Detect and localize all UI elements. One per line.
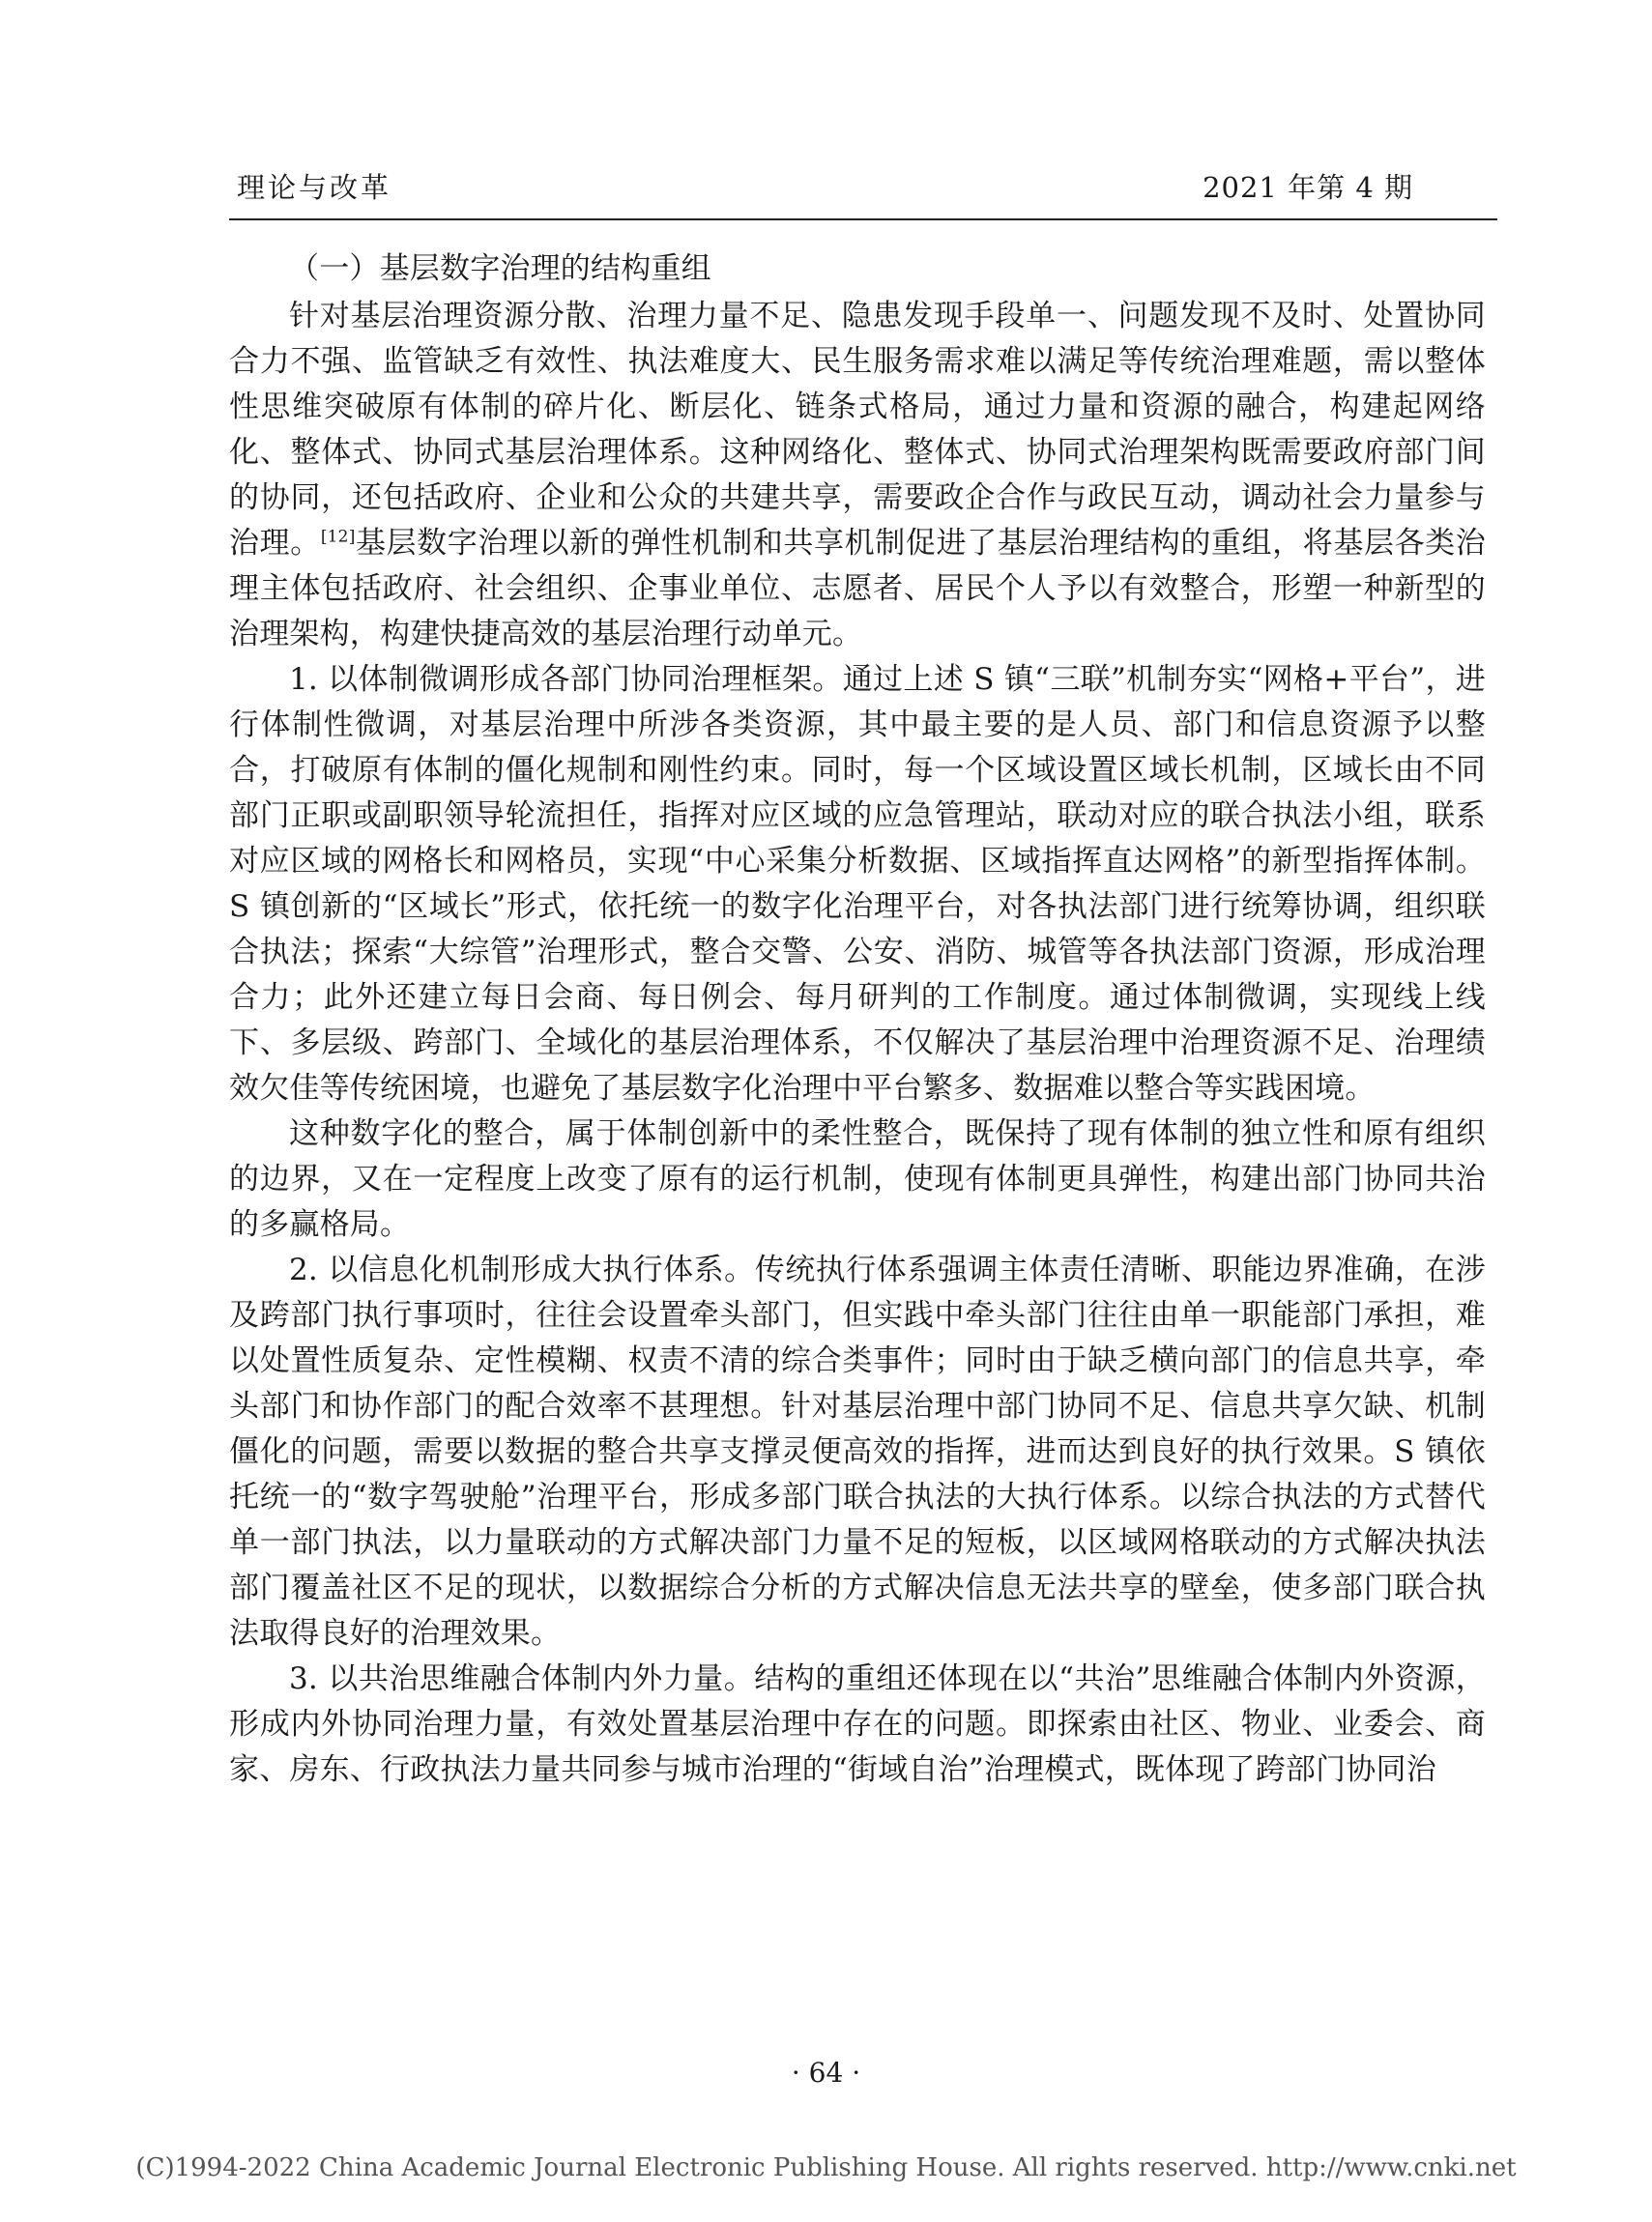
header-divider bbox=[229, 218, 1497, 220]
paragraph-4: 2. 以信息化机制形成大执行体系。传统执行体系强调主体责任清晰、职能边界准确，在涉及跨部门执行事项时，往往会设置牵头部门，但实践中牵头部门往往由单一职能部门承担，难以处置性质复杂、定性模糊、权责不清的综合类事件；同时由于缺乏横向部门的信息共享，牵头部门和协作部门的配合效率不甚理想。针对基层治理中部门协同不足、信息共享欠缺、机制僵化的问题，需要以数据的整合共享支撑灵便高效的指挥，进而达到良好的执行效果。S 镇依托统一的“数字驾驶舱”治理平台，形成多部门联合执法的大执行体系。以综合执法的方式替代单一部门执法，以力量联动的方式解决部门力量不足的短板，以区域网格联动的方式解决执法部门覆盖社区不足的现状，以数据综合分析的方式解决信息无法共享的壁垒，使多部门联合执法取得良好的治理效果。 bbox=[229, 1253, 1486, 1651]
paragraph-2: 1. 以体制微调形成各部门协同治理框架。通过上述 S 镇“三联”机制夯实“网格+平台”，进行体制性微调，对基层治理中所涉各类资源，其中最主要的是人员、部门和信息资源予以整合，打破原有体制的僵化规制和刚性约束。同时，每一个区域设置区域长机制，区域长由不同部门正职或副职领导轮流担任，指挥对应区域的应急管理站，联动对应的联合执法小组，联系对应区域的网格长和网格员，实现“中心采集分析数据、区域指挥直达网格”的新型指挥体制。S 镇创新的“区域长”形式，依托统一的数字化治理平台，对各执法部门进行统筹协调，组织联合执法；探索“大综管”治理形式，整合交警、公安、消防、城管等各执法部门资源，形成治理合力；此外还建立每日会商、每日例会、每月研判的工作制度。通过体制微调，实现线上线下、多层级、跨部门、全域化的基层治理体系，不仅解决了基层治理中治理资源不足、治理绩效欠佳等传统困境，也避免了基层数字化治理中平台繁多、数据难以整合等实践困境。 bbox=[229, 662, 1486, 1106]
paragraph-3: 这种数字化的整合，属于体制创新中的柔性整合，既保持了现有体制的独立性和原有组织的边界，又在一定程度上改变了原有的运行机制，使现有体制更具弹性，构建出部门协同共治的多赢格局。 bbox=[229, 1116, 1486, 1242]
paragraph-5: 3. 以共治思维融合体制内外力量。结构的重组还体现在以“共治”思维融合体制内外资源，形成内外协同治理力量，有效处置基层治理中存在的问题。即探索由社区、物业、业委会、商家、房东、行政执法力量共同参与城市治理的“街域自治”治理模式，既体现了跨部门协同治 bbox=[229, 1661, 1486, 1787]
copyright-footer: (C)1994-2022 China Academic Journal Electronic Publishing House. All rights reserved. http://www.cnki.net bbox=[135, 2153, 1517, 2182]
journal-name: 理论与改革 bbox=[237, 171, 392, 204]
article-body bbox=[229, 246, 1486, 1793]
paragraph-1-text-cont: 基层数字治理以新的弹性机制和共享机制促进了基层治理结构的重组，将基层各类治理主体包括政府、社会组织、企事业单位、志愿者、居民个人予以有效整合，形塑一种新型的治理架构，构建快捷高效的基层治理行动单元。 bbox=[229, 526, 1486, 651]
citation-ref: [12] bbox=[320, 527, 356, 547]
paragraph-1-text: 针对基层治理资源分散、治理力量不足、隐患发现手段单一、问题发现不及时、处置协同合力不强、监管缺乏有效性、执法难度大、民生服务需求难以满足等传统治理难题，需以整体性思维突破原有体制的碎片化、断层化、链条式格局，通过力量和资源的融合，构建起网络化、整体式、协同式基层治理体系。这种网络化、整体式、协同式治理架构既需要政府部门间的协同，还包括政府、企业和公众的共建共享，需要政企合作与政民互动，调动社会力量参与治理。 bbox=[229, 299, 1486, 561]
section-heading: （一）基层数字治理的结构重组 bbox=[289, 251, 711, 286]
issue-number: 2021 年第 4 期 bbox=[1203, 171, 1413, 204]
paragraph-1 bbox=[229, 294, 1486, 657]
page-number: · 64 · bbox=[791, 2057, 861, 2089]
